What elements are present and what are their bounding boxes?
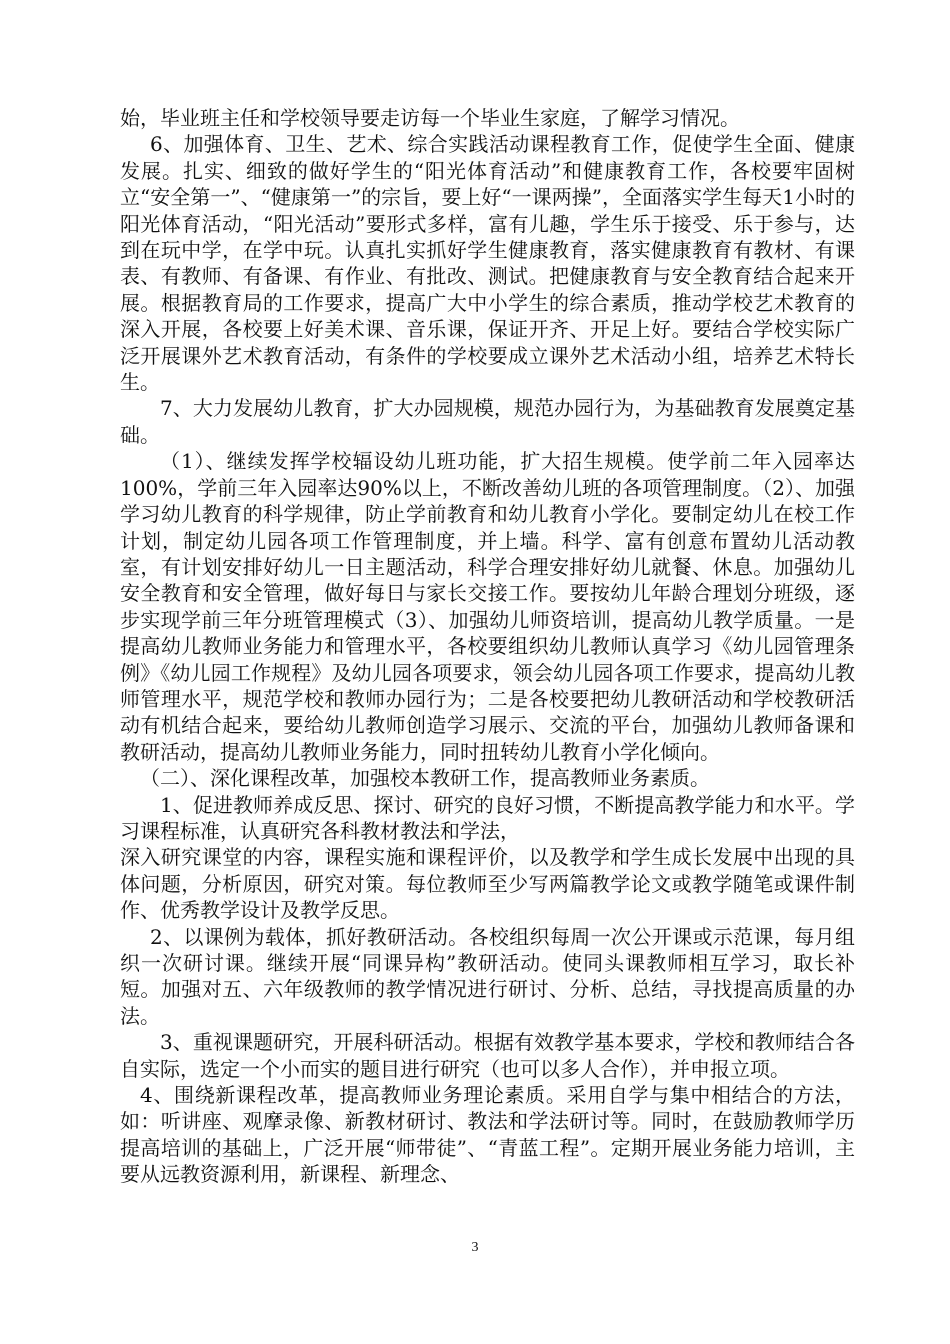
page-number: 3 [471,1240,479,1255]
section-heading-2: （二）、深化课程改革，加强校本教研工作，提高教师业务素质。 [140,766,710,791]
paragraph-reflection-1: 1、促进教师养成反思、探讨、研究的良好习惯，不断提高教学能力和水平。学习课程标准，认真研究各科教材教法和学法， [120,792,855,843]
paragraph-item-3: 3、重视课题研究，开展科研活动。根据有效教学基本要求，学校和教师结合各自实际，选定一个小而实的题目进行研究（也可以多人合作），并申报立项。 [120,1030,855,1081]
paragraph-kindergarten: （1）、继续发挥学校辐设幼儿班功能，扩大招生规模。使学前二年入园率达100%，学前三年入园率达90%以上，不断改善幼儿班的各项管理制度。（2）、加强学习幼儿教育的科学规律，防止学前教育和幼儿教育小学化。要制定幼儿在校工作计划，制定幼儿园各项工作管理制度，并上墙。科学、富有创意布置幼儿活动教室，有计划安排好幼儿一日主题活动，科学合理安排好幼儿就餐、休息。加强幼儿安全教育和安全管理，做好每日与家长交接工作。要按幼儿年龄合理划分班级，逐步实现学前三年分班管理模式（3）、加强幼儿师资培训，提高幼儿教学质量。一是提高幼儿教师业务能力和管理水平，各校要组织幼儿教师认真学习《幼儿园管理条例》《幼儿园工作规程》及幼儿园各项要求，领会幼儿园各项工作要求，提高幼儿教师管理水平，规范学校和教师办园行为；二是各校要把幼儿教研活动和学校教研活动有机结合起来，要给幼儿教师创造学习展示、交流的平台，加强幼儿教师备课和教研活动，提高幼儿教师业务能力，同时扭转幼儿教育小学化倾向。 [120,449,855,764]
paragraph-continuation: 始，毕业班主任和学校领导要走访每一个毕业生家庭，了解学习情况。 [120,106,740,130]
paragraph-item-2: 2、以课例为载体，抓好教研活动。各校组织每周一次公开课或示范课，每月组织一次研讨课。继续开展“同课异构”教研活动。使同头课教师相互学习，取长补短。加强对五、六年级教师的教学情况进行研讨、分析、总结，寻找提高质量的办法。 [120,924,855,1028]
paragraph-item-7: 7、大力发展幼儿教育，扩大办园规模，规范办园行为，为基础教育发展奠定基础。 [120,396,855,447]
paragraph-item-4: 4、围绕新课程改革，提高教师业务理论素质。采用自学与集中相结合的方法，如：听讲座、观摩录像、新教材研讨、教法和学法研讨等。同时，在鼓励教师学历提高培训的基础上，广泛开展“师带徒”、“青蓝工程”。定期开展业务能力培训，主要从远教资源利用，新课程、新理念、 [120,1083,855,1187]
document-body [120,105,855,1188]
paragraph-item-6: 6、加强体育、卫生、艺术、综合实践活动课程教育工作，促使学生全面、健康发展。扎实、细致的做好学生的“阳光体育活动”和健康教育工作，各校要牢固树立“安全第一”、“健康第一”的宗旨，要上好“一课两操”，全面落实学生每天1小时的阳光体育活动，“阳光活动”要形式多样，富有儿趣，学生乐于接受、乐于参与，达到在玩中学，在学中玩。认真扎实抓好学生健康教育，落实健康教育有教材、有课表、有教师、有备课、有作业、有批改、测试。把健康教育与安全教育结合起来开展。根据教育局的工作要求，提高广大中小学生的综合素质，推动学校艺术教育的深入开展，各校要上好美术课、音乐课，保证开齐、开足上好。要结合学校实际广泛开展课外艺术教育活动，有条件的学校要成立课外艺术活动小组，培养艺术特长生。 [120,132,855,395]
paragraph-reflection-1-cont: 深入研究课堂的内容，课程实施和课程评价，以及教学和学生成长发展中出现的具体问题，分析原因，研究对策。每位教师至少写两篇教学论文或教学随笔或课件制作、优秀教学设计及教学反思。 [120,845,855,923]
